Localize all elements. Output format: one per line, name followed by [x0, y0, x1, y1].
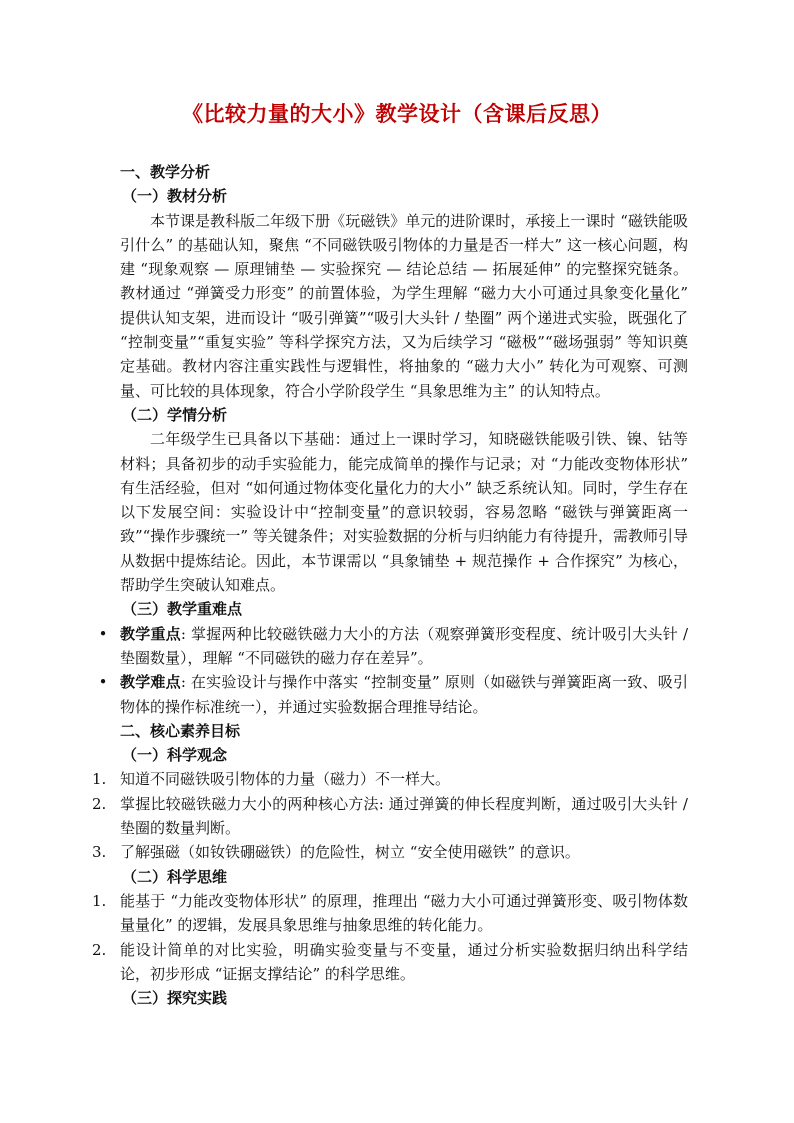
document-body — [92, 160, 688, 1010]
list-item-text: 掌握比较磁铁磁力大小的两种核心方法: 通过弹簧的伸长程度判断，通过吸引大头针 / 垫圈的数量判断。 — [120, 794, 688, 838]
list-item — [92, 792, 688, 841]
list-number: 3. — [92, 843, 107, 862]
subheading-inquiry-practice: （三）探究实践 — [122, 989, 228, 1008]
section-heading-core-literacy-goals: 二、核心素养目标 — [120, 721, 241, 740]
subheading-textbook-analysis: （一）教材分析 — [122, 187, 228, 206]
bullet-icon: • — [98, 673, 108, 692]
label-separator: : — [180, 624, 191, 643]
list-item-text: 知道不同磁铁吸引物体的力量（磁力）不一样大。 — [120, 770, 451, 789]
subheading-scientific-concepts: （一）科学观念 — [122, 746, 228, 765]
paragraph-textbook-analysis: 本节课是教科版二年级下册《玩磁铁》单元的进阶课时，承接上一课时 “磁铁能吸引什么” 的基础认知，聚焦 “不同磁铁吸引物体的力量是否一样大” 这一核心问题，构建 “现象观察 — 原理铺垫 — 实验探究 — 结论总结 — 拓展延伸” 的完整探究链条。教材通过 “弹簧受力形变” 的前置体验，为学生理解 “磁力大小可通过具象变化量化” 提供认知支架，进而设计 “吸引弹簧”“吸引大头针 / 垫圈” 两个递进式实验，既强化了 “控制变量”“重复实验” 等科学探究方法，又为后续学习 “磁极”“磁场强弱” 等知识奠定基础。教材内容注重实践性与逻辑性，将抽象的 “磁力大小” 转化为可观察、可测量、可比较的具体现象，符合小学阶段学生 “具象思维为主” 的认知特点。 — [120, 211, 688, 400]
list-number: 2. — [92, 794, 107, 813]
list-item-text: 能设计简单的对比实验，明确实验变量与不变量，通过分析实验数据归纳出科学结论，初步形成 “证据支撑结论” 的科学思维。 — [120, 940, 688, 983]
list-item-text: 掌握两种比较磁铁磁力大小的方法（观察弹簧形变程度、统计吸引大头针 / 垫圈数量），理解 “不同磁铁的磁力存在差异”。 — [120, 624, 688, 667]
list-item-difficult-point — [98, 670, 688, 719]
list-item-label: 教学难点 — [120, 673, 181, 692]
list-item-text: 能基于 “力能改变物体形状” 的原理，推理出 “磁力大小可通过弹簧形变、吸引物体数量量化” 的逻辑，发展具象思维与抽象思维的转化能力。 — [120, 891, 688, 935]
list-item-label: 教学重点 — [120, 624, 181, 643]
section-heading-teaching-analysis: 一、教学分析 — [120, 163, 211, 181]
list-item — [92, 938, 688, 987]
subheading-key-difficult-points: （三）教学重难点 — [122, 600, 243, 619]
page-title: 《比较力量的大小》教学设计（含课后反思） — [182, 101, 612, 126]
list-item — [92, 840, 688, 864]
list-number: 2. — [92, 940, 107, 959]
subheading-student-analysis: （二）学情分析 — [122, 405, 228, 424]
subheading-scientific-thinking: （二）科学思维 — [122, 867, 228, 886]
label-separator: : — [180, 673, 191, 692]
list-item-text: 在实验设计与操作中落实 “控制变量” 原则（如磁铁与弹簧距离一致、吸引物体的操作标准统一），并通过实验数据合理推导结论。 — [120, 673, 688, 716]
paragraph-student-analysis: 二年级学生已具备以下基础：通过上一课时学习，知晓磁铁能吸引铁、镍、钴等材料；具备初步的动手实验能力，能完成简单的操作与记录；对 “力能改变物体形状” 有生活经验，但对 “如何通过物体变化量化力的大小” 缺乏系统认知。同时，学生存在以下发展空间：实验设计中“控制变量”的意识较弱，容易忽略 “磁铁与弹簧距离一致”“操作步骤统一” 等关键条件；对实验数据的分析与归纳能力有待提升，需教师引导从数据中提炼结论。因此，本节课需以 “具象铺垫 + 规范操作 + 合作探究” 为核心，帮助学生突破认知难点。 — [120, 430, 688, 595]
list-number: 1. — [92, 891, 107, 910]
list-item — [92, 767, 688, 791]
list-item — [92, 889, 688, 938]
list-item-text: 了解强磁（如钕铁硼磁铁）的危险性，树立 “安全使用磁铁” 的意识。 — [120, 843, 580, 862]
bullet-icon: • — [98, 624, 108, 643]
list-number: 1. — [92, 770, 107, 789]
list-item-key-point — [98, 622, 688, 671]
